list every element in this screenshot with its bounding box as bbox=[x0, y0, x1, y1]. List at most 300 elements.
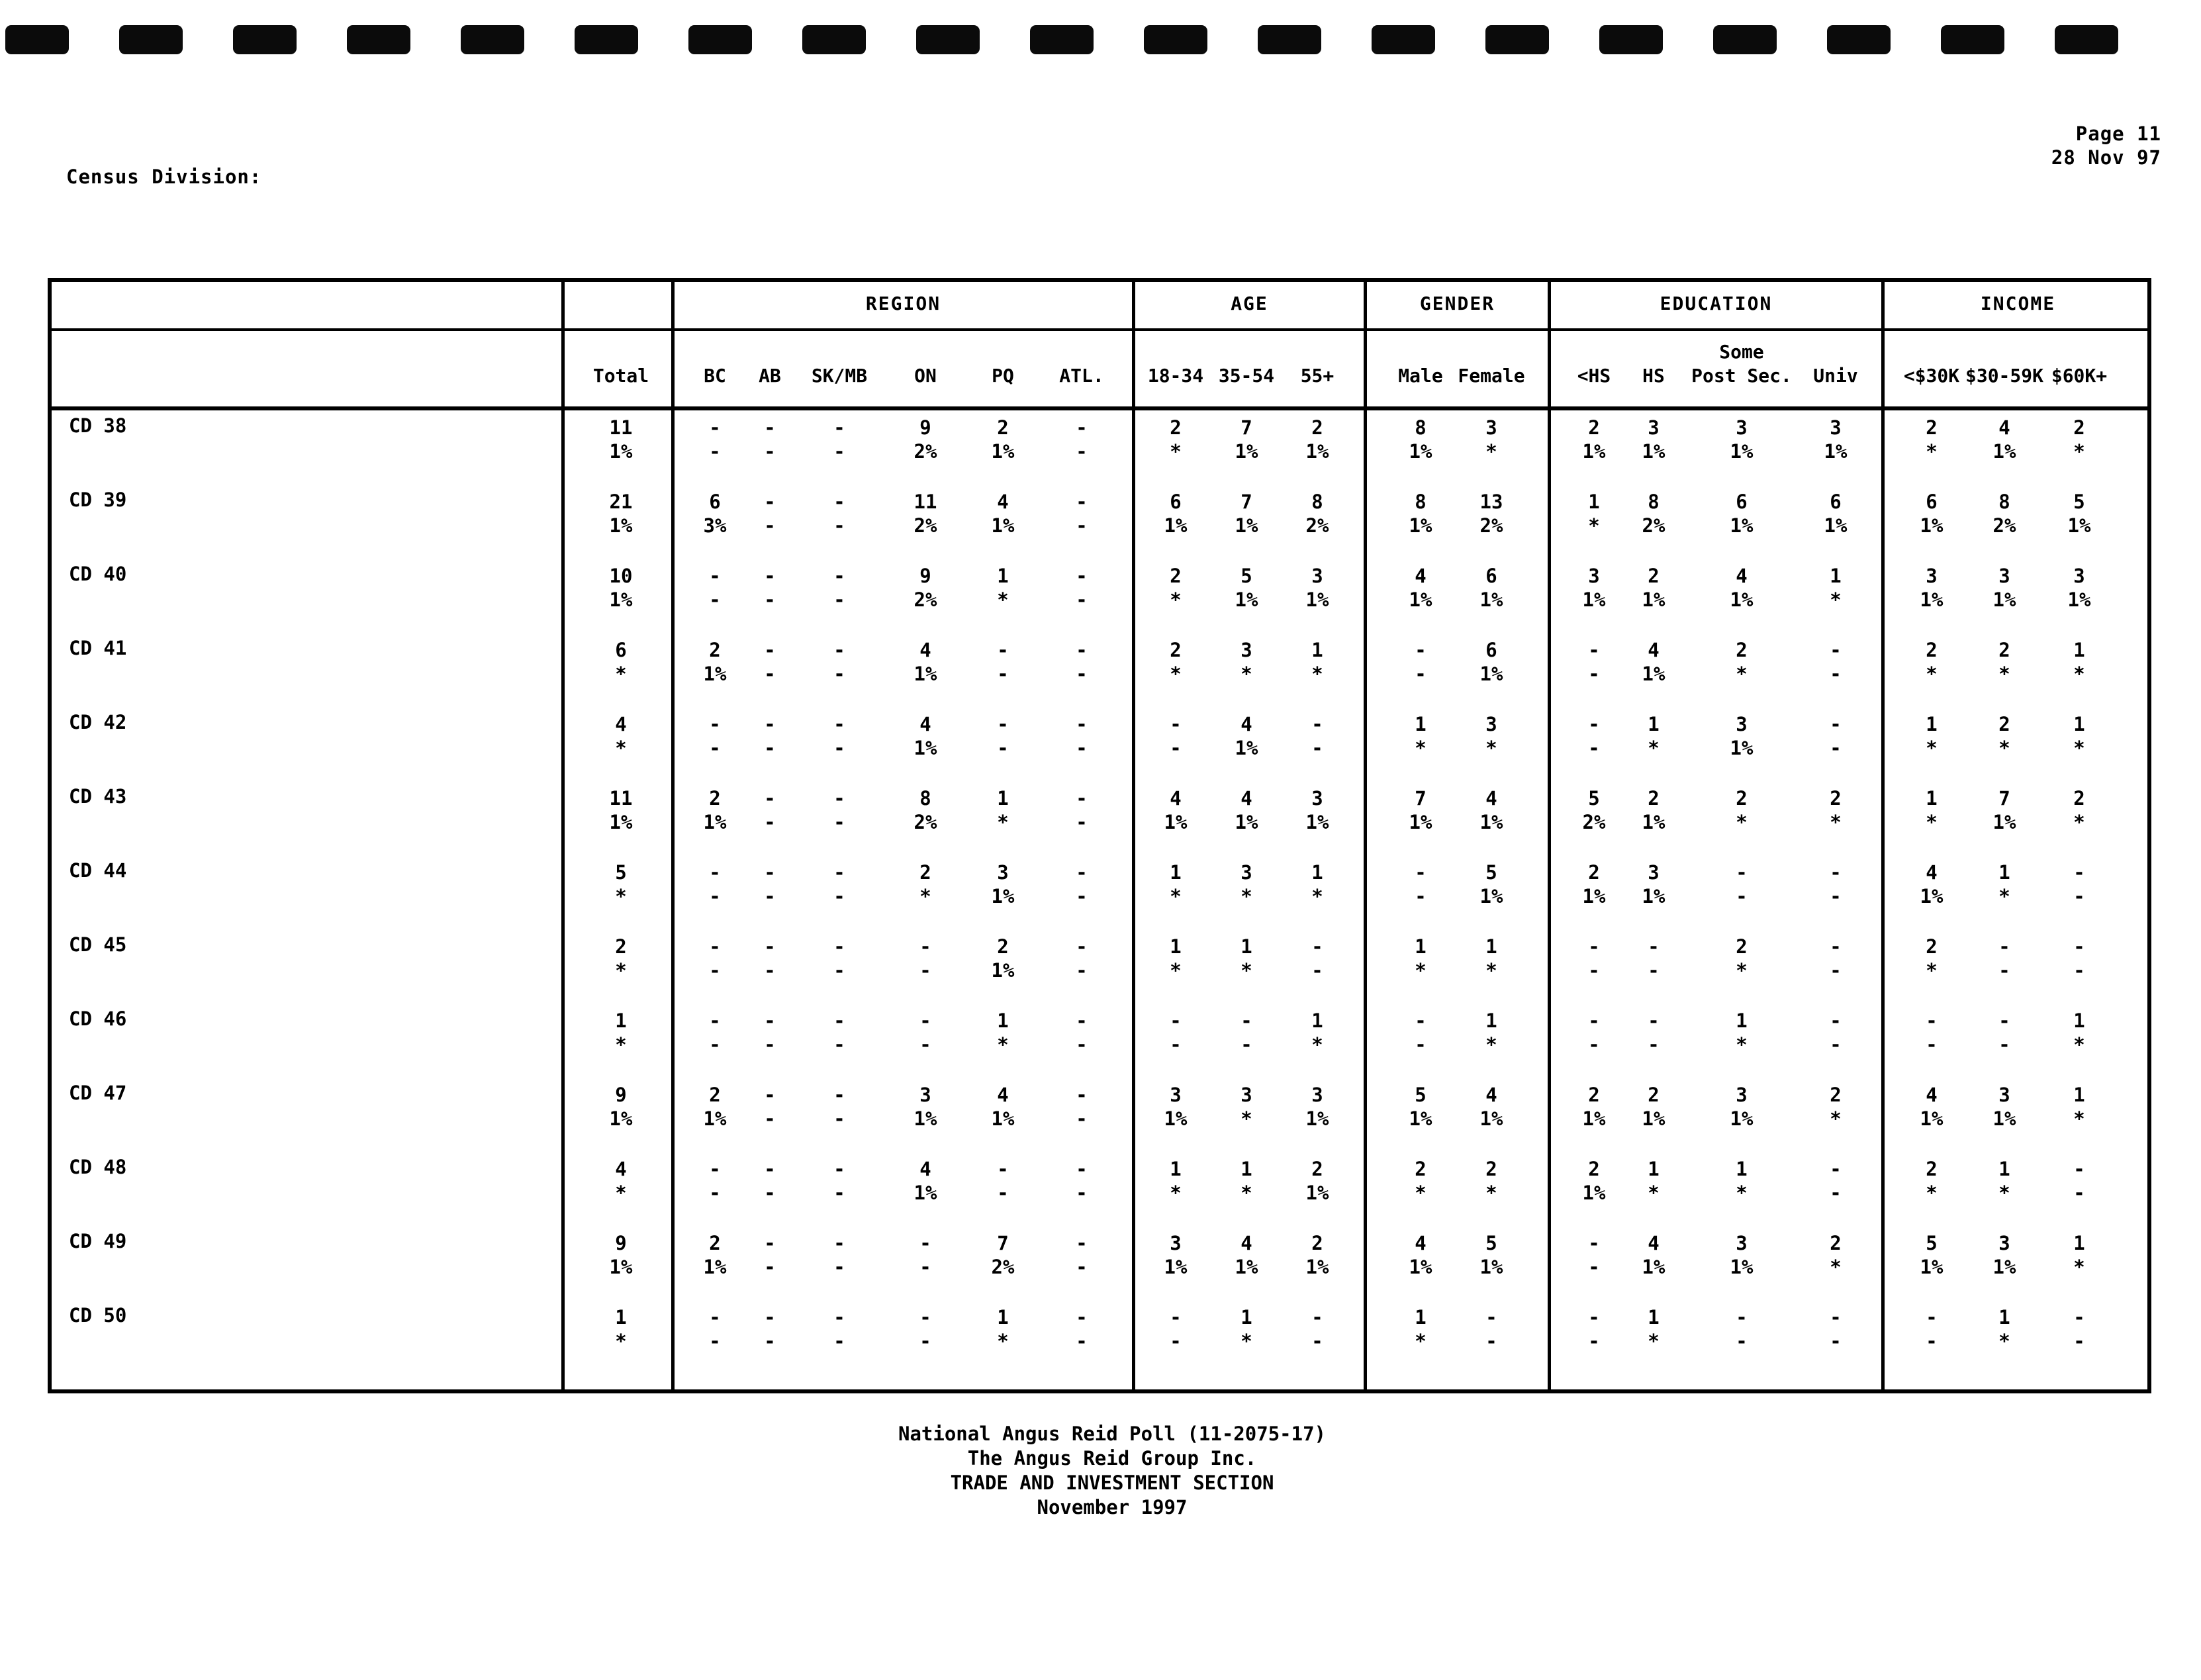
count-cell: 2 bbox=[1170, 565, 1182, 587]
count-cell: 4 bbox=[1415, 565, 1427, 587]
row-label: CD 48 bbox=[69, 1156, 127, 1178]
count-cell: - bbox=[1311, 935, 1323, 958]
row-label: CD 42 bbox=[69, 711, 127, 733]
count-cell: 2 bbox=[1588, 1158, 1600, 1180]
count-cell: 6 bbox=[1485, 639, 1497, 661]
percent-cell: * bbox=[1648, 1330, 1660, 1352]
percent-cell: 1% bbox=[913, 1182, 937, 1204]
percent-cell: - bbox=[1076, 885, 1088, 908]
percent-cell: 1% bbox=[1920, 1256, 1943, 1278]
percent-cell: * bbox=[2073, 1256, 2085, 1278]
count-cell: - bbox=[1588, 1232, 1600, 1254]
percent-cell: - bbox=[2073, 959, 2085, 982]
count-cell: 6 bbox=[1170, 490, 1182, 513]
percent-cell: 2% bbox=[1992, 514, 2016, 537]
count-cell: - bbox=[709, 416, 721, 439]
percent-cell: * bbox=[1241, 663, 1252, 685]
count-cell: - bbox=[1588, 713, 1600, 735]
percent-cell: 1% bbox=[991, 1107, 1015, 1130]
percent-cell: 1% bbox=[1824, 514, 1848, 537]
row-label: CD 39 bbox=[69, 489, 127, 511]
perforation-hole bbox=[1144, 25, 1207, 54]
percent-cell: * bbox=[615, 885, 627, 908]
row-label: CD 44 bbox=[69, 859, 127, 882]
percent-cell: - bbox=[1588, 959, 1600, 982]
percent-cell: 1% bbox=[1305, 811, 1329, 833]
census-division-label: Census Division: bbox=[66, 165, 262, 188]
count-cell: 4 bbox=[1926, 1084, 1938, 1106]
count-cell: - bbox=[2073, 935, 2085, 958]
count-cell: - bbox=[1648, 1009, 1660, 1032]
count-cell: 2 bbox=[1736, 639, 1748, 661]
count-cell: 2 bbox=[1648, 565, 1660, 587]
percent-cell: * bbox=[1998, 737, 2010, 759]
col-header-age-55-plus: 55+ bbox=[1300, 365, 1335, 387]
count-cell: 2 bbox=[709, 787, 721, 810]
perforation-hole bbox=[1713, 25, 1777, 54]
count-cell: 2 bbox=[997, 935, 1009, 958]
percent-cell: 1% bbox=[1164, 1256, 1188, 1278]
percent-cell: - bbox=[2073, 1330, 2085, 1352]
count-cell: 2 bbox=[1830, 1232, 1842, 1254]
percent-cell: * bbox=[997, 1033, 1009, 1056]
percent-cell: - bbox=[1830, 885, 1842, 908]
count-cell: - bbox=[919, 1232, 931, 1254]
percent-cell: * bbox=[919, 885, 931, 908]
percent-cell: 1% bbox=[609, 588, 633, 611]
percent-cell: - bbox=[1485, 1330, 1497, 1352]
group-age: AGE bbox=[1231, 293, 1268, 314]
count-cell: 4 bbox=[1736, 565, 1748, 587]
count-cell: 6 bbox=[709, 490, 721, 513]
col-divider bbox=[1548, 282, 1551, 1389]
perforation-hole bbox=[233, 25, 297, 54]
percent-cell: * bbox=[615, 663, 627, 685]
col-header-some: Some bbox=[1719, 341, 1764, 363]
count-cell: 6 bbox=[1485, 565, 1497, 587]
col-header-total: Total bbox=[592, 365, 649, 387]
percent-cell: * bbox=[1998, 663, 2010, 685]
percent-cell: - bbox=[764, 440, 776, 463]
count-cell: 3 bbox=[919, 1084, 931, 1106]
percent-cell: 1% bbox=[1642, 588, 1665, 611]
count-cell: 1 bbox=[1241, 1306, 1252, 1329]
percent-cell: * bbox=[1241, 959, 1252, 982]
count-cell: 4 bbox=[919, 713, 931, 735]
percent-cell: 1% bbox=[1582, 588, 1606, 611]
count-cell: - bbox=[833, 1009, 845, 1032]
count-cell: 1 bbox=[1588, 490, 1600, 513]
percent-cell: - bbox=[833, 1330, 845, 1352]
percent-cell: 1% bbox=[1582, 1107, 1606, 1130]
percent-cell: - bbox=[1241, 1033, 1252, 1056]
percent-cell: * bbox=[1998, 1182, 2010, 1204]
count-cell: - bbox=[1830, 1009, 1842, 1032]
count-cell: 1 bbox=[1170, 1158, 1182, 1180]
percent-cell: 1% bbox=[1642, 811, 1665, 833]
percent-cell: 2% bbox=[1305, 514, 1329, 537]
col-header-age-35-54: 35-54 bbox=[1218, 365, 1275, 387]
count-cell: 4 bbox=[1926, 861, 1938, 884]
percent-cell: - bbox=[709, 588, 721, 611]
percent-cell: 1% bbox=[1479, 588, 1503, 611]
count-cell: 1 bbox=[1926, 787, 1938, 810]
row-label: CD 49 bbox=[69, 1230, 127, 1252]
footer-section: TRADE AND INVESTMENT SECTION bbox=[950, 1471, 1274, 1494]
percent-cell: 2% bbox=[913, 811, 937, 833]
count-cell: - bbox=[709, 565, 721, 587]
count-cell: 3 bbox=[1998, 1232, 2010, 1254]
percent-cell: 1% bbox=[1409, 811, 1432, 833]
percent-cell: - bbox=[709, 1033, 721, 1056]
percent-cell: - bbox=[1830, 663, 1842, 685]
percent-cell: - bbox=[833, 440, 845, 463]
count-cell: - bbox=[709, 1158, 721, 1180]
row-label: CD 40 bbox=[69, 563, 127, 585]
percent-cell: 1% bbox=[1642, 885, 1665, 908]
percent-cell: 2% bbox=[1479, 514, 1503, 537]
count-cell: 2 bbox=[1588, 416, 1600, 439]
perforation-hole bbox=[1372, 25, 1435, 54]
count-cell: - bbox=[764, 861, 776, 884]
percent-cell: 1% bbox=[1730, 440, 1754, 463]
percent-cell: - bbox=[919, 1033, 931, 1056]
percent-cell: * bbox=[1311, 1033, 1323, 1056]
percent-cell: - bbox=[1415, 1033, 1427, 1056]
percent-cell: * bbox=[1926, 959, 1938, 982]
count-cell: 3 bbox=[1648, 416, 1660, 439]
count-cell: - bbox=[764, 1306, 776, 1329]
count-cell: - bbox=[764, 639, 776, 661]
count-cell: 2 bbox=[1311, 1158, 1323, 1180]
count-cell: - bbox=[1926, 1306, 1938, 1329]
col-header-lt-30k: <$30K bbox=[1903, 365, 1960, 387]
row-label: CD 38 bbox=[69, 414, 127, 437]
count-cell: 4 bbox=[997, 490, 1009, 513]
footer bbox=[794, 1422, 1430, 1520]
count-cell: 9 bbox=[615, 1232, 627, 1254]
percent-cell: - bbox=[1998, 1033, 2010, 1056]
percent-cell: 1% bbox=[1235, 440, 1258, 463]
count-cell: 1 bbox=[615, 1306, 627, 1329]
count-cell: 3 bbox=[1170, 1084, 1182, 1106]
percent-cell: * bbox=[2073, 663, 2085, 685]
percent-cell: * bbox=[2073, 440, 2085, 463]
percent-cell: 1% bbox=[609, 440, 633, 463]
count-cell: 7 bbox=[1241, 490, 1252, 513]
count-cell: 2 bbox=[1170, 639, 1182, 661]
percent-cell: 1% bbox=[1479, 811, 1503, 833]
percent-cell: * bbox=[1588, 514, 1600, 537]
count-cell: 1 bbox=[1415, 1306, 1427, 1329]
count-cell: - bbox=[1170, 1009, 1182, 1032]
perforation-hole bbox=[1030, 25, 1094, 54]
percent-cell: * bbox=[1998, 1330, 2010, 1352]
percent-cell: 1% bbox=[703, 811, 727, 833]
percent-cell: * bbox=[1485, 959, 1497, 982]
percent-cell: 1% bbox=[1642, 1107, 1665, 1130]
percent-cell: - bbox=[1415, 663, 1427, 685]
count-cell: 1 bbox=[1736, 1009, 1748, 1032]
col-header-female: Female bbox=[1458, 365, 1525, 387]
percent-cell: * bbox=[1736, 663, 1748, 685]
percent-cell: * bbox=[1170, 959, 1182, 982]
count-cell: 2 bbox=[709, 1232, 721, 1254]
count-cell: - bbox=[1926, 1009, 1938, 1032]
percent-cell: 1% bbox=[1235, 588, 1258, 611]
percent-cell: * bbox=[1648, 1182, 1660, 1204]
percent-cell: * bbox=[1170, 885, 1182, 908]
row-label: CD 50 bbox=[69, 1304, 127, 1327]
percent-cell: - bbox=[764, 1330, 776, 1352]
body-divider bbox=[52, 406, 2147, 410]
count-cell: 3 bbox=[997, 861, 1009, 884]
col-divider bbox=[1132, 282, 1135, 1389]
count-cell: - bbox=[1830, 713, 1842, 735]
count-cell: - bbox=[764, 1009, 776, 1032]
percent-cell: 1% bbox=[2067, 588, 2091, 611]
percent-cell: - bbox=[764, 811, 776, 833]
count-cell: 1 bbox=[1415, 713, 1427, 735]
percent-cell: - bbox=[709, 959, 721, 982]
count-cell: - bbox=[1830, 935, 1842, 958]
count-cell: 3 bbox=[1485, 416, 1497, 439]
percent-cell: 1% bbox=[1305, 440, 1329, 463]
percent-cell: - bbox=[1588, 1033, 1600, 1056]
count-cell: 2 bbox=[1926, 639, 1938, 661]
percent-cell: * bbox=[997, 1330, 1009, 1352]
percent-cell: 1% bbox=[1582, 885, 1606, 908]
percent-cell: - bbox=[764, 588, 776, 611]
perforation-hole bbox=[575, 25, 638, 54]
count-cell: 2 bbox=[1485, 1158, 1497, 1180]
percent-cell: - bbox=[1830, 737, 1842, 759]
percent-cell: - bbox=[833, 663, 845, 685]
percent-cell: - bbox=[1830, 959, 1842, 982]
footer-poll-name: National Angus Reid Poll (11-2075-17) bbox=[898, 1423, 1326, 1445]
percent-cell: - bbox=[764, 959, 776, 982]
count-cell: - bbox=[709, 861, 721, 884]
percent-cell: * bbox=[997, 588, 1009, 611]
count-cell: - bbox=[1588, 1306, 1600, 1329]
percent-cell: * bbox=[1415, 1330, 1427, 1352]
percent-cell: 1% bbox=[1992, 1107, 2016, 1130]
count-cell: 1 bbox=[2073, 713, 2085, 735]
count-cell: - bbox=[764, 935, 776, 958]
count-cell: - bbox=[1076, 713, 1088, 735]
percent-cell: * bbox=[1998, 885, 2010, 908]
percent-cell: 1% bbox=[2067, 514, 2091, 537]
count-cell: 3 bbox=[1241, 861, 1252, 884]
col-header-male: Male bbox=[1398, 365, 1443, 387]
percent-cell: 1% bbox=[1730, 737, 1754, 759]
count-cell: 4 bbox=[1241, 787, 1252, 810]
percent-cell: - bbox=[1170, 1330, 1182, 1352]
count-cell: 5 bbox=[1588, 787, 1600, 810]
count-cell: 8 bbox=[1648, 490, 1660, 513]
count-cell: 1 bbox=[1415, 935, 1427, 958]
count-cell: - bbox=[1076, 1158, 1088, 1180]
percent-cell: - bbox=[1311, 1330, 1323, 1352]
percent-cell: * bbox=[1485, 1182, 1497, 1204]
count-cell: 1 bbox=[2073, 1232, 2085, 1254]
count-cell: - bbox=[1736, 861, 1748, 884]
percent-cell: - bbox=[919, 959, 931, 982]
count-cell: - bbox=[1830, 639, 1842, 661]
count-cell: 4 bbox=[1998, 416, 2010, 439]
perforation-hole bbox=[1599, 25, 1663, 54]
percent-cell: 1% bbox=[1235, 514, 1258, 537]
percent-cell: - bbox=[1170, 1033, 1182, 1056]
percent-cell: 1% bbox=[1479, 1256, 1503, 1278]
col-header-age-18-34: 18-34 bbox=[1147, 365, 1204, 387]
count-cell: 7 bbox=[1241, 416, 1252, 439]
count-cell: - bbox=[833, 565, 845, 587]
percent-cell: * bbox=[1926, 1182, 1938, 1204]
count-cell: 3 bbox=[1736, 1232, 1748, 1254]
count-cell: 1 bbox=[1998, 1306, 2010, 1329]
percent-cell: 1% bbox=[703, 1107, 727, 1130]
perforation-hole bbox=[1258, 25, 1321, 54]
percent-cell: 1% bbox=[609, 1107, 633, 1130]
percent-cell: - bbox=[764, 885, 776, 908]
count-cell: - bbox=[919, 1009, 931, 1032]
percent-cell: * bbox=[1830, 1256, 1842, 1278]
count-cell: - bbox=[1485, 1306, 1497, 1329]
percent-cell: - bbox=[1926, 1330, 1938, 1352]
col-header-ab: AB bbox=[759, 365, 781, 387]
percent-cell: 1% bbox=[1164, 811, 1188, 833]
percent-cell: 1% bbox=[1582, 440, 1606, 463]
count-cell: 3 bbox=[1648, 861, 1660, 884]
percent-cell: 1% bbox=[703, 1256, 727, 1278]
count-cell: 1 bbox=[1170, 935, 1182, 958]
count-cell: 6 bbox=[1830, 490, 1842, 513]
col-header-atl: ATL. bbox=[1059, 365, 1104, 387]
percent-cell: 1% bbox=[1235, 811, 1258, 833]
count-cell: 2 bbox=[1648, 1084, 1660, 1106]
count-cell: 2 bbox=[1926, 416, 1938, 439]
percent-cell: * bbox=[1415, 737, 1427, 759]
count-cell: - bbox=[833, 490, 845, 513]
count-cell: 5 bbox=[1485, 861, 1497, 884]
count-cell: - bbox=[1415, 1009, 1427, 1032]
count-cell: 11 bbox=[609, 416, 633, 439]
count-cell: 2 bbox=[1926, 1158, 1938, 1180]
percent-cell: * bbox=[615, 1033, 627, 1056]
count-cell: 1 bbox=[997, 1009, 1009, 1032]
percent-cell: * bbox=[1241, 1107, 1252, 1130]
count-cell: 5 bbox=[1485, 1232, 1497, 1254]
percent-cell: 1% bbox=[609, 514, 633, 537]
percent-cell: - bbox=[1830, 1182, 1842, 1204]
percent-cell: * bbox=[2073, 811, 2085, 833]
count-cell: 3 bbox=[1170, 1232, 1182, 1254]
percent-cell: - bbox=[833, 811, 845, 833]
count-cell: 1 bbox=[1830, 565, 1842, 587]
col-divider bbox=[1364, 282, 1367, 1389]
col-header-skmb: SK/MB bbox=[811, 365, 868, 387]
count-cell: 2 bbox=[709, 1084, 721, 1106]
count-cell: - bbox=[1830, 1158, 1842, 1180]
count-cell: - bbox=[919, 1306, 931, 1329]
count-cell: - bbox=[1170, 713, 1182, 735]
count-cell: 3 bbox=[1830, 416, 1842, 439]
percent-cell: 2% bbox=[1642, 514, 1665, 537]
count-cell: - bbox=[833, 935, 845, 958]
count-cell: 2 bbox=[1415, 1158, 1427, 1180]
percent-cell: - bbox=[833, 1107, 845, 1130]
percent-cell: 1% bbox=[1479, 885, 1503, 908]
count-cell: 8 bbox=[1415, 416, 1427, 439]
count-cell: 1 bbox=[997, 787, 1009, 810]
percent-cell: - bbox=[2073, 885, 2085, 908]
percent-cell: * bbox=[615, 1182, 627, 1204]
count-cell: - bbox=[1415, 639, 1427, 661]
percent-cell: - bbox=[833, 737, 845, 759]
percent-cell: - bbox=[1588, 1330, 1600, 1352]
count-cell: 3 bbox=[1998, 565, 2010, 587]
percent-cell: - bbox=[709, 737, 721, 759]
percent-cell: 1% bbox=[1992, 440, 2016, 463]
count-cell: 11 bbox=[913, 490, 937, 513]
count-cell: - bbox=[709, 1009, 721, 1032]
count-cell: 1 bbox=[1648, 1158, 1660, 1180]
count-cell: - bbox=[1830, 1306, 1842, 1329]
count-cell: 11 bbox=[609, 787, 633, 810]
footer-company: The Angus Reid Group Inc. bbox=[967, 1447, 1257, 1470]
percent-cell: * bbox=[2073, 1107, 2085, 1130]
count-cell: - bbox=[1736, 1306, 1748, 1329]
count-cell: 4 bbox=[1648, 639, 1660, 661]
percent-cell: 1% bbox=[1920, 885, 1943, 908]
percent-cell: 1% bbox=[1920, 588, 1943, 611]
percent-cell: 1% bbox=[1409, 1256, 1432, 1278]
percent-cell: - bbox=[1648, 1033, 1660, 1056]
percent-cell: * bbox=[1311, 885, 1323, 908]
count-cell: 1 bbox=[1311, 1009, 1323, 1032]
percent-cell: * bbox=[1415, 959, 1427, 982]
count-cell: - bbox=[833, 861, 845, 884]
percent-cell: 1% bbox=[1305, 588, 1329, 611]
count-cell: - bbox=[1415, 861, 1427, 884]
count-cell: - bbox=[833, 639, 845, 661]
count-cell: 6 bbox=[1926, 490, 1938, 513]
perforation-hole bbox=[916, 25, 980, 54]
count-cell: - bbox=[1170, 1306, 1182, 1329]
group-education: EDUCATION bbox=[1660, 293, 1773, 314]
percent-cell: 1% bbox=[991, 959, 1015, 982]
count-cell: 1 bbox=[1241, 1158, 1252, 1180]
percent-cell: - bbox=[833, 514, 845, 537]
percent-cell: 1% bbox=[1305, 1107, 1329, 1130]
count-cell: 4 bbox=[1241, 713, 1252, 735]
percent-cell: * bbox=[1170, 588, 1182, 611]
count-cell: - bbox=[1076, 490, 1088, 513]
count-cell: 2 bbox=[1926, 935, 1938, 958]
count-cell: 3 bbox=[1311, 787, 1323, 810]
percent-cell: - bbox=[1076, 737, 1088, 759]
percent-cell: 1% bbox=[1730, 514, 1754, 537]
count-cell: - bbox=[1588, 935, 1600, 958]
perforation-hole bbox=[1941, 25, 2004, 54]
percent-cell: - bbox=[764, 1182, 776, 1204]
count-cell: - bbox=[833, 713, 845, 735]
percent-cell: 1% bbox=[1824, 440, 1848, 463]
count-cell: - bbox=[1588, 1009, 1600, 1032]
count-cell: - bbox=[833, 1084, 845, 1106]
count-cell: 1 bbox=[1311, 861, 1323, 884]
